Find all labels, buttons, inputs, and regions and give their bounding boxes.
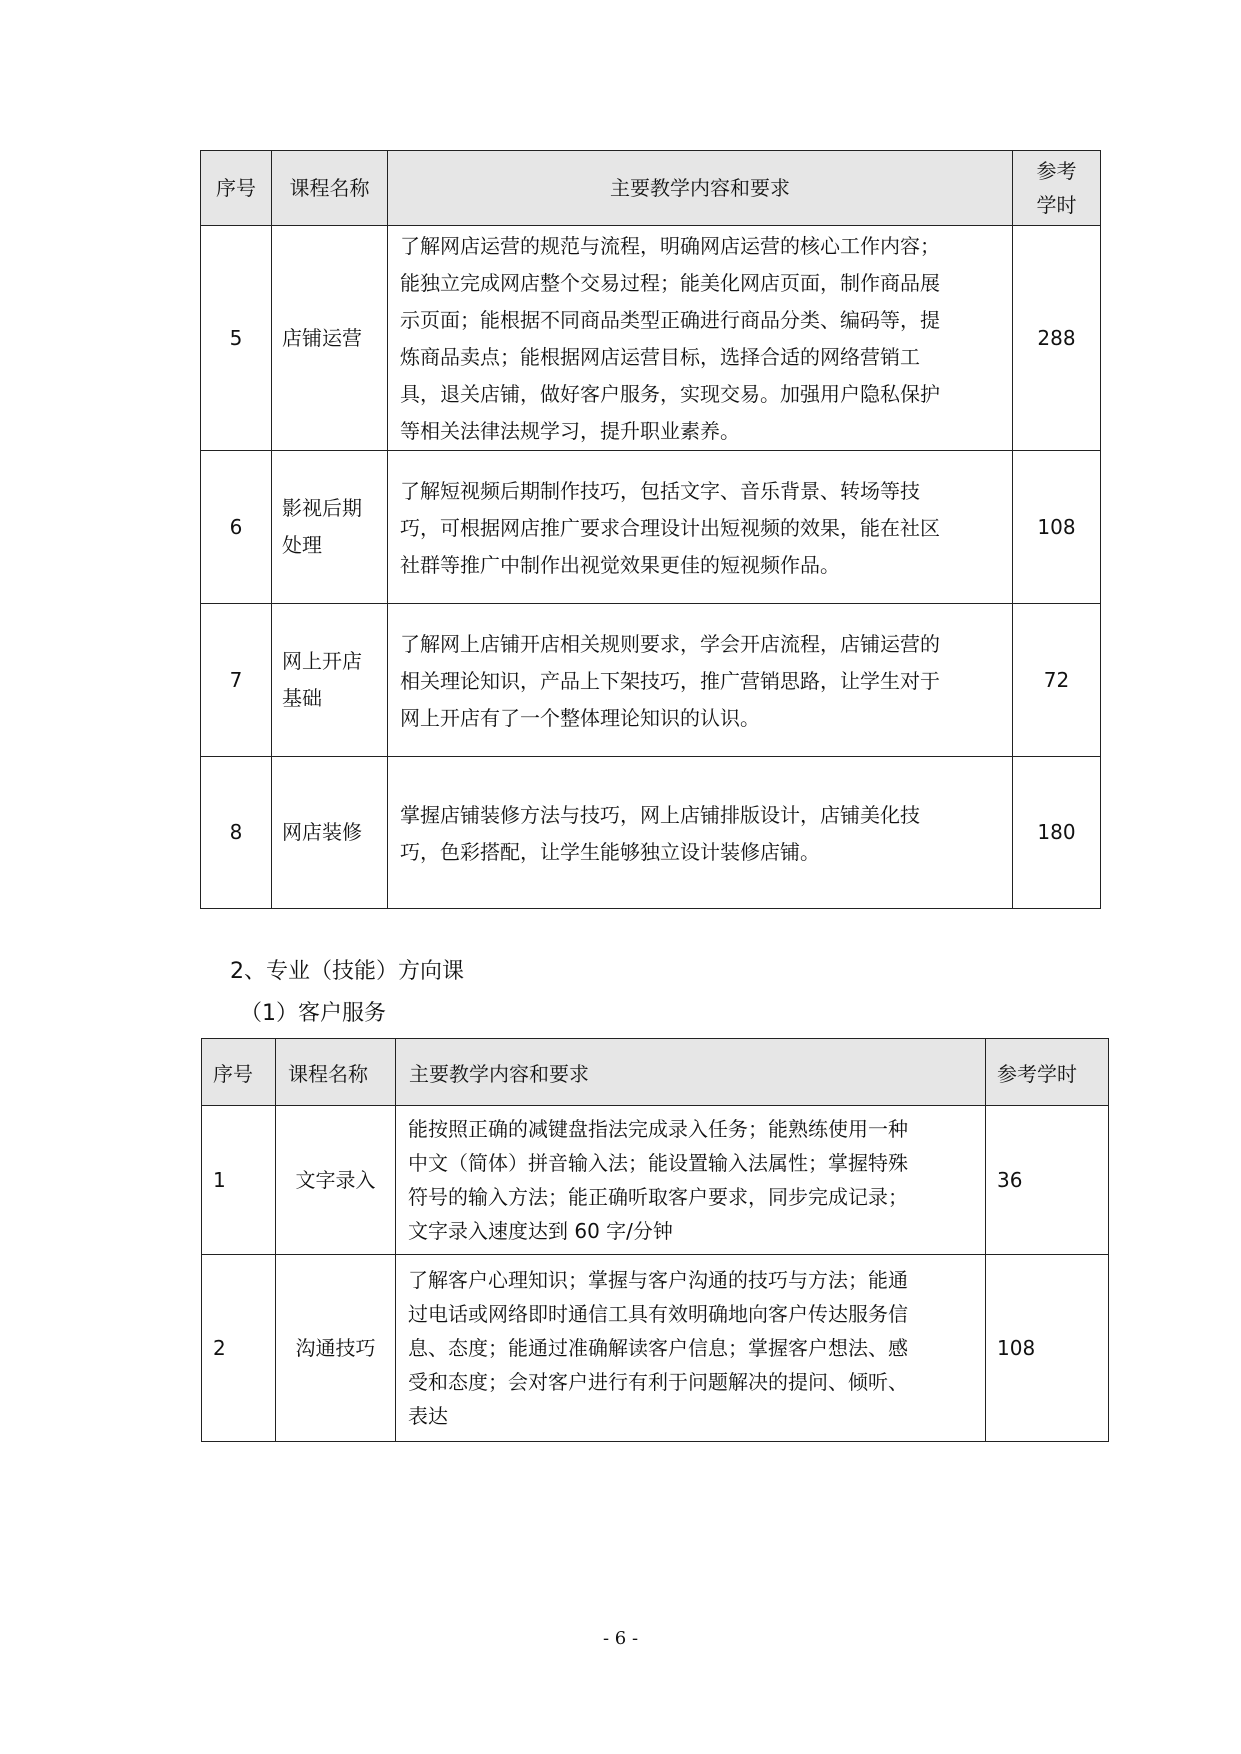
- table-row: [201, 226, 1101, 451]
- table-row: [201, 451, 1101, 604]
- row-course-name: 沟通技巧: [276, 1255, 396, 1442]
- row-num: 1: [202, 1106, 276, 1255]
- content-line: 炼商品卖点；能根据网店运营目标，选择合适的网络营销工: [400, 345, 920, 369]
- content-line: 巧，色彩搭配，让学生能够独立设计装修店铺。: [400, 839, 820, 864]
- header-content: 主要教学内容和要求: [396, 1039, 986, 1106]
- row-content: [388, 604, 1013, 757]
- content-line: 文字录入速度达到 60 字/分钟: [408, 1219, 673, 1243]
- header-hours: [1013, 151, 1101, 226]
- table-row: [202, 1255, 1109, 1442]
- row-hours: 36: [986, 1106, 1109, 1255]
- row-content: [388, 757, 1013, 909]
- row-course-name: [272, 226, 388, 451]
- course-name-line: 店铺运营: [282, 325, 362, 350]
- content-line: 符号的输入方法；能正确听取客户要求，同步完成记录；: [408, 1185, 908, 1209]
- header-content: 主要教学内容和要求: [388, 151, 1013, 226]
- header-hours-line2: 学时: [1036, 193, 1077, 217]
- content-line: 等相关法律法规学习，提升职业素养。: [400, 419, 740, 443]
- header-hours-line1: 参考: [1036, 159, 1077, 183]
- course-name-line: 网店装修: [282, 820, 362, 844]
- content-line: 具，退关店铺，做好客户服务，实现交易。加强用户隐私保护: [400, 382, 940, 406]
- content-line: 相关理论知识，产品上下架技巧，推广营销思路，让学生对于: [400, 668, 940, 693]
- content-line: 能独立完成网店整个交易过程；能美化网店页面，制作商品展: [400, 271, 940, 295]
- content-line: 掌握店铺装修方法与技巧，网上店铺排版设计，店铺美化技: [400, 802, 920, 827]
- row-num: 7: [201, 604, 272, 757]
- row-content: [396, 1106, 986, 1255]
- row-num: 2: [202, 1255, 276, 1442]
- row-hours: 108: [1013, 451, 1101, 604]
- subsection-heading: （1）客户服务: [240, 1001, 386, 1026]
- row-hours: 72: [1013, 604, 1101, 757]
- content-line: 了解短视频后期制作技巧，包括文字、音乐背景、转场等技: [400, 478, 920, 503]
- row-course-name: [272, 604, 388, 757]
- header-name: 课程名称: [276, 1039, 396, 1106]
- row-num: 5: [201, 226, 272, 451]
- row-hours: 288: [1013, 226, 1101, 451]
- table-row: [201, 757, 1101, 909]
- course-name-line: 基础: [282, 686, 322, 710]
- content-line: 了解网店运营的规范与流程，明确网店运营的核心工作内容；: [400, 234, 940, 258]
- header-num: 序号: [202, 1039, 276, 1106]
- row-num: 6: [201, 451, 272, 604]
- table-row: [202, 1106, 1109, 1255]
- course-name-line: 影视后期: [282, 496, 362, 520]
- row-course-name: 文字录入: [276, 1106, 396, 1255]
- row-course-name: [272, 451, 388, 604]
- content-line: 受和态度；会对客户进行有利于问题解决的提问、倾听、: [408, 1370, 908, 1394]
- content-line: 网上开店有了一个整体理论知识的认识。: [400, 705, 760, 730]
- content-line: 过电话或网络即时通信工具有效明确地向客户传达服务信: [408, 1302, 908, 1326]
- section-heading: 2、专业（技能）方向课: [230, 959, 464, 984]
- content-line: 巧，可根据网店推广要求合理设计出短视频的效果，能在社区: [400, 515, 940, 540]
- row-content: [388, 451, 1013, 604]
- course-table-customer-service: [201, 1038, 1109, 1442]
- row-hours: 108: [986, 1255, 1109, 1442]
- course-table-core: [200, 150, 1101, 909]
- header-hours: 参考学时: [986, 1039, 1109, 1106]
- content-line: 中文（简体）拼音输入法；能设置输入法属性；掌握特殊: [408, 1151, 908, 1175]
- content-line: 了解客户心理知识；掌握与客户沟通的技巧与方法；能通: [408, 1268, 908, 1292]
- content-line: 了解网上店铺开店相关规则要求，学会开店流程，店铺运营的: [400, 631, 940, 656]
- header-name: 课程名称: [272, 151, 388, 226]
- table-row: [201, 604, 1101, 757]
- table-header-row: [201, 151, 1101, 226]
- course-name-line: 处理: [282, 533, 322, 557]
- page-number: - 6 -: [602, 1628, 639, 1649]
- content-line: 社群等推广中制作出视觉效果更佳的短视频作品。: [400, 552, 840, 577]
- content-line: 表达: [408, 1404, 448, 1428]
- row-course-name: [272, 757, 388, 909]
- content-line: 能按照正确的减键盘指法完成录入任务；能熟练使用一种: [408, 1117, 908, 1141]
- row-content: [388, 226, 1013, 451]
- content-line: 息、态度；能通过准确解读客户信息；掌握客户想法、感: [408, 1336, 908, 1360]
- content-line: 示页面；能根据不同商品类型正确进行商品分类、编码等，提: [400, 308, 940, 332]
- row-num: 8: [201, 757, 272, 909]
- header-num: 序号: [201, 151, 272, 226]
- row-content: [396, 1255, 986, 1442]
- table-header-row: [202, 1039, 1109, 1106]
- row-hours: 180: [1013, 757, 1101, 909]
- course-name-line: 网上开店: [282, 649, 362, 673]
